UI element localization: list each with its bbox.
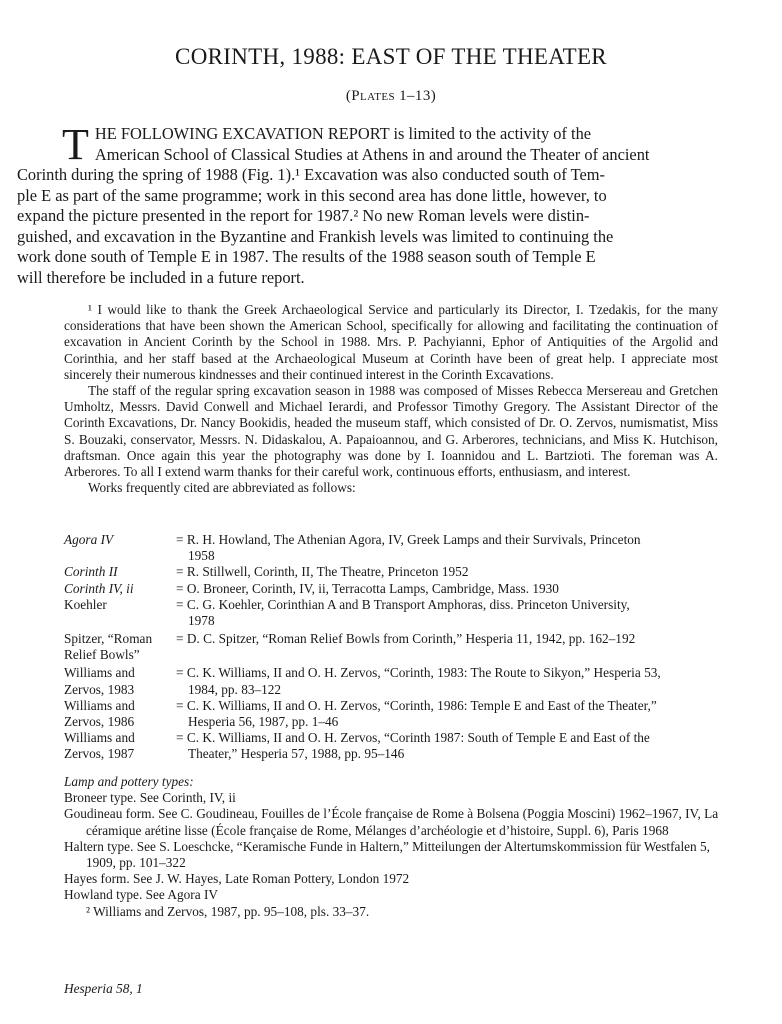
article-title: CORINTH, 1988: EAST OF THE THEATER bbox=[175, 44, 607, 69]
body-paragraph bbox=[17, 120, 718, 288]
abbreviation-value: = C. K. Williams, II and O. H. Zervos, “Corinth 1987: South of Temple E and East of the bbox=[176, 730, 650, 746]
abbreviation-value: = C. K. Williams, II and O. H. Zervos, “Corinth, 1986: Temple E and East of the Theater,” bbox=[176, 697, 657, 713]
abbreviation-row bbox=[64, 730, 724, 762]
abbreviation-key: Corinth II bbox=[64, 564, 118, 580]
abbreviation-value: = C. K. Williams, II and O. H. Zervos, “Corinth, 1983: The Route to Sikyon,” Hesperia 53, bbox=[176, 665, 661, 681]
footnote-1 bbox=[64, 302, 718, 496]
abbreviation-row bbox=[64, 532, 724, 564]
lamp-pottery-item: Broneer type. See Corinth, IV, ii bbox=[64, 790, 236, 806]
body-line: will therefore be included in a future report. bbox=[17, 267, 305, 287]
abbreviation-key: Williams and Zervos, 1983 bbox=[64, 665, 135, 697]
drop-cap: T bbox=[62, 120, 89, 169]
journal-footer: Hesperia 58, 1 bbox=[64, 981, 143, 996]
abbreviation-value-cont: 1978 bbox=[188, 613, 215, 629]
footnote-2: ² Williams and Zervos, 1987, pp. 95–108, pls. 33–37. bbox=[86, 903, 370, 919]
abbreviation-list bbox=[64, 532, 724, 763]
plates-reference: (Plates 1–13) bbox=[345, 88, 437, 104]
body-line: work done south of Temple E in 1987. The results of the 1988 season south of Temple E bbox=[17, 247, 596, 266]
footnote-paragraph: Works frequently cited are abbreviated as follows: bbox=[88, 480, 356, 496]
abbreviation-row bbox=[64, 631, 724, 663]
abbreviation-value: = O. Broneer, Corinth, IV, ii, Terracotta Lamps, Cambridge, Mass. 1930 bbox=[176, 580, 559, 596]
abbreviation-key: Koehler bbox=[64, 596, 107, 612]
abbreviation-value: = R. Stillwell, Corinth, II, The Theatre, Princeton 1952 bbox=[176, 564, 469, 580]
lamp-pottery-item: Haltern type. See S. Loeschcke, “Keramische Funde in Haltern,” Mitteilungen der Altertumskommission für Westfalen 5, 1909, pp. 101–322 bbox=[64, 838, 711, 871]
abbreviation-key: Corinth IV, ii bbox=[64, 580, 134, 596]
footnote-paragraph: The staff of the regular spring excavation season in 1988 was composed of Misses Rebecca Mersereau and Gretchen Umholtz, Messrs. David Conwell and Michael Ierardi, and Professor Timothy Gregory. The Assistant Director of the Corinth Excavations, Dr. Nancy Bookidis, headed the museum staff, which consisted of Dr. O. Zervos, numismatist, Miss S. Bouzaki, conservator, Messrs. N. Didaskalou, A. Papaioannou, and G. Arberores, technicians, and Miss K. Hutchison, draftsman. Once again this year the photography was done by I. Ioannidou and L. Bartzioti. The foreman was A. Arberores. To all I extend warm thanks for their careful work, continuous efforts, enthusiasm, and interest. bbox=[64, 383, 718, 480]
abbreviation-value: = R. H. Howland, The Athenian Agora, IV, Greek Lamps and their Survivals, Princeton bbox=[176, 532, 641, 547]
abbreviation-key: Williams and Zervos, 1987 bbox=[64, 730, 135, 762]
abbreviation-row bbox=[64, 564, 724, 580]
body-line: ple E as part of the same programme; work in this second area has done little, however, to bbox=[17, 185, 607, 205]
abbreviation-value-cont: Theater,” Hesperia 57, 1988, pp. 95–146 bbox=[188, 746, 405, 762]
abbreviation-key: Spitzer, “Roman Relief Bowls” bbox=[64, 631, 153, 663]
lamp-pottery-item: Howland type. See Agora IV bbox=[64, 887, 218, 903]
lamp-pottery-item: Hayes form. See J. W. Hayes, Late Roman Pottery, London 1972 bbox=[64, 871, 410, 887]
lamp-pottery-item: Goudineau form. See C. Goudineau, Fouilles de l’École française de Rome à Bolsena (Poggia Moscini) 1962–1967, IV, La céramique arétine lisse (École française de Rome, Mélanges d’archéologie et d’histoire, Suppl. 6), Paris 1968 bbox=[64, 806, 719, 838]
abbreviation-value-cont: 1958 bbox=[188, 548, 215, 564]
body-line: guished, and excavation in the Byzantine and Frankish levels was limited to continuing the bbox=[17, 226, 614, 246]
body-line: expand the picture presented in the report for 1987.² No new Roman levels were distin- bbox=[17, 206, 590, 225]
abbreviation-value: = D. C. Spitzer, “Roman Relief Bowls from Corinth,” Hesperia 11, 1942, pp. 162–192 bbox=[176, 631, 636, 647]
abbreviation-row bbox=[64, 698, 724, 730]
lamp-pottery-types bbox=[64, 774, 724, 920]
abbreviation-row bbox=[64, 597, 724, 629]
abbreviation-row bbox=[64, 581, 724, 597]
lamp-pottery-heading: Lamp and pottery types: bbox=[64, 774, 194, 789]
abbreviation-row bbox=[64, 665, 724, 697]
body-line: Corinth during the spring of 1988 (Fig. 1).¹ Excavation was also conducted south of Tem- bbox=[17, 165, 605, 184]
abbreviation-value-cont: Hesperia 56, 1987, pp. 1–46 bbox=[188, 714, 339, 730]
abbreviation-value: = C. G. Koehler, Corinthian A and B Transport Amphoras, diss. Princeton University, bbox=[176, 596, 630, 612]
footnote-paragraph: ¹ I would like to thank the Greek Archaeological Service and particularly its Director, I. Tzedakis, for the many considerations that have been shown the American School, specifically for allowing and facilitating the continuation of excavation in Ancient Corinth by the School in 1988. Mrs. P. Pachyianni, Ephor of Antiquities of the Argolid and Corinthia, and her staff based at the Archaeological Museum at Corinth have been of great help. I appreciate most sincerely their numerous kindnesses and their continued interest in the Corinth Excavations. bbox=[64, 302, 718, 382]
abbreviation-key: Agora IV bbox=[64, 532, 114, 547]
abbreviation-value-cont: 1984, pp. 83–122 bbox=[188, 681, 282, 697]
body-line: HE FOLLOWING EXCAVATION REPORT is limited to the activity of the bbox=[94, 124, 592, 143]
body-line: American School of Classical Studies at Athens in and around the Theater of ancient bbox=[94, 144, 650, 164]
abbreviation-key: Williams and Zervos, 1986 bbox=[64, 697, 135, 730]
